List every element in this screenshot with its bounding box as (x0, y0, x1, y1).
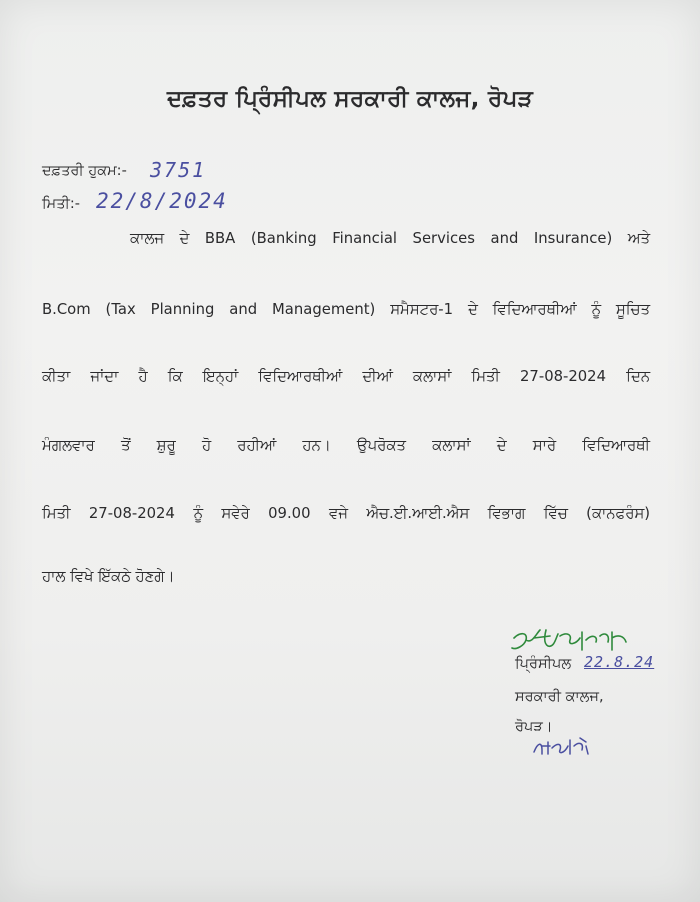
order-label: ਦਫ਼ਤਰੀ ਹੁਕਮ:- (42, 163, 127, 179)
body-line-4: ਮੰਗਲਵਾਰ ਤੋਂ ਸ਼ੁਰੂ ਹੋ ਰਹੀਆਂ ਹਨ। ਉਪਰੋਕਤ ਕਲਾਸਾਂ ਦੇ ਸਾਰੇ ਵਿਦਿਆਰਥੀ (42, 437, 650, 454)
body-line-5: ਮਿਤੀ 27-08-2024 ਨੂੰ ਸਵੇਰੇ 09.00 ਵਜੇ ਐਚ.ਈ.ਆਈ.ਐਸ ਵਿਭਾਗ ਵਿੱਚ (ਕਾਨਫਰੰਸ) (42, 505, 650, 522)
signature-title: ਪ੍ਰਿੰਸੀਪਲ (515, 656, 572, 672)
signature-place: ਰੋਪੜ। (515, 719, 553, 735)
body-line-6: ਹਾਲ ਵਿਖੇ ਇੱਕਠੇ ਹੋਣਗੇ। (42, 568, 175, 585)
signature-date: 22.8.24 (584, 653, 655, 671)
body-line-2: B.Com (Tax Planning and Management) ਸਮੈਸਟਰ-1 ਦੇ ਵਿਦਿਆਰਥੀਆਂ ਨੂੰ ਸੂਚਿਤ (42, 301, 650, 318)
order-number: 3751 (150, 158, 207, 182)
date-label: ਮਿਤੀ:- (42, 196, 80, 212)
document-heading: ਦਫ਼ਤਰ ਪ੍ਰਿੰਸੀਪਲ ਸਰਕਾਰੀ ਕਾਲਜ, ਰੋਪੜ (166, 86, 534, 112)
date-value: 22/8/2024 (96, 189, 228, 213)
body-line-3: ਕੀਤਾ ਜਾਂਦਾ ਹੈ ਕਿ ਇਨ੍ਹਾਂ ਵਿਦਿਆਰਥੀਆਂ ਦੀਆਂ ਕਲਾਸਾਂ ਮਿਤੀ 27-08-2024 ਦਿਨ (42, 368, 650, 385)
signature-college: ਸਰਕਾਰੀ ਕਾਲਜ, (515, 689, 604, 705)
body-line-1: ਕਾਲਜ ਦੇ BBA (Banking Financial Services and Insurance) ਅਤੇ (130, 230, 650, 247)
clerk-initials (530, 736, 594, 760)
